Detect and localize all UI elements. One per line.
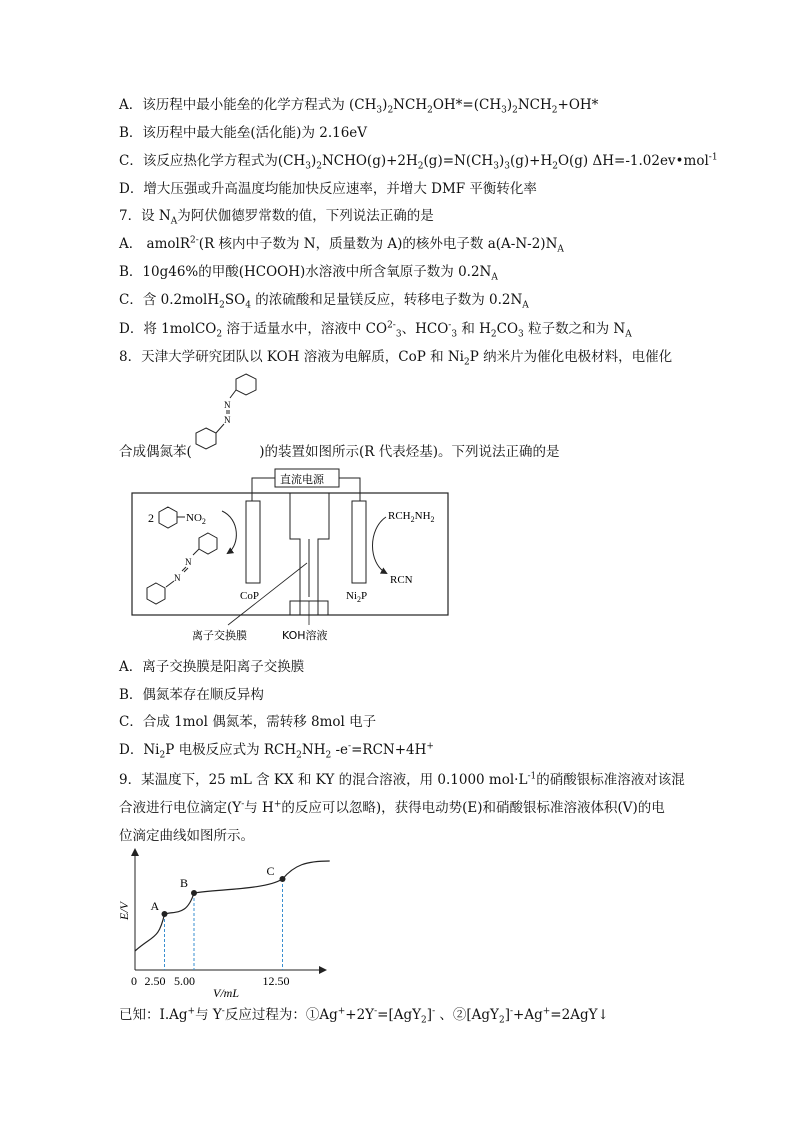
text-run: 2 — [552, 161, 558, 172]
text-run: 3 — [376, 105, 383, 116]
text-run: ) — [506, 97, 513, 113]
question-8-stem — [119, 348, 672, 366]
text-run: + — [337, 1006, 346, 1017]
text-run: 8．天津大学研究团队以 KOH 溶液为电解质，CoP 和 Ni — [119, 349, 464, 365]
text-run: NCH — [393, 97, 428, 113]
text-run: A — [522, 300, 529, 311]
x-tick-label: 2.50 — [144, 974, 166, 988]
koh-solution-label: KOH溶液 — [282, 629, 328, 642]
text-run: =RCN+4H — [351, 742, 427, 758]
text-run: 溶于适量水中，溶液中 CO — [222, 321, 388, 337]
text-run: 7．设 N — [119, 208, 171, 224]
text-run: 2 — [296, 750, 302, 761]
text-run: (g)=N(CH — [423, 153, 494, 169]
x-axis-label: V/mL — [213, 986, 240, 1000]
text-run: 和 H — [457, 321, 491, 337]
text-run: - — [448, 320, 452, 331]
option-a-line — [119, 96, 598, 114]
text-run: A — [491, 272, 498, 283]
text-run: -1 — [527, 771, 537, 782]
y-axis-label: E/V — [117, 902, 131, 920]
text-run: 2- — [387, 320, 396, 331]
point-A — [162, 911, 168, 917]
text-run: 2 — [316, 161, 322, 172]
text-run: 3 — [501, 105, 507, 116]
text-run: 9．某温度下，25 mL 含 KX 和 KY 的混合溶液，用 0.1000 mol·L — [119, 772, 528, 788]
text-run: 2 — [490, 329, 497, 340]
question-9-stem — [119, 771, 685, 789]
azo-n-atom-2: N — [224, 415, 231, 425]
text-run: O(g) ΔH=-1.02ev•mol — [557, 153, 709, 169]
titration-curve — [135, 861, 330, 951]
text-run: 合液进行电位滴定(Y — [119, 800, 242, 816]
text-run: 合成偶氮苯( )的装置如图所示(R 代表烃基)。下列说法正确的是 — [119, 444, 560, 460]
text-run: CO — [496, 321, 519, 337]
text-run: 的反应可以忽略)，获得电动势(E)和硝酸银标准溶液体积(V)的电 — [281, 800, 665, 816]
product-azo-n-2: N — [174, 573, 181, 583]
text-run: 粒子数之和为 N — [523, 321, 626, 337]
text-run: D．将 1molCO — [119, 321, 217, 337]
text-run: NCHO(g)+2H — [321, 153, 418, 169]
nitrobenzene-coefficient: 2 — [148, 511, 154, 525]
x-tick-label: 5.00 — [174, 974, 195, 988]
text-run: 2 — [512, 105, 518, 116]
text-run: + — [542, 1006, 551, 1017]
text-run: 2 — [464, 357, 470, 368]
text-run: -1 — [708, 152, 718, 163]
azo-n-atom-1: N — [224, 400, 231, 410]
text-run: SO — [224, 292, 246, 308]
text-run: 反应过程为：①Ag — [224, 1007, 338, 1023]
text-run: 3 — [518, 329, 524, 340]
text-run: A — [625, 329, 632, 340]
text-run: =[AgY — [377, 1007, 422, 1023]
anode-reaction-arrow — [373, 517, 387, 573]
text-run: 3 — [493, 161, 499, 172]
option-d-line — [119, 180, 537, 198]
q8-option-d — [119, 741, 434, 759]
origin-label: 0 — [131, 974, 137, 988]
text-run: +Ag — [513, 1007, 543, 1023]
text-run: A — [557, 244, 564, 255]
text-run: ) — [498, 153, 505, 169]
text-run: 的硝酸银标准溶液对该混 — [536, 772, 685, 788]
nitro-group-label: $NO_2$ — [186, 512, 206, 526]
text-run: 2 — [159, 750, 166, 761]
text-run: 3 — [395, 329, 402, 340]
text-run: ) — [310, 153, 317, 169]
x-tick-label: 12.50 — [262, 974, 290, 988]
point-label-B: B — [180, 876, 189, 890]
question-8-stem-cont — [119, 443, 560, 461]
cathode-reaction-arrow — [222, 511, 236, 553]
q9-known-condition — [119, 1006, 609, 1024]
text-run: A — [170, 216, 178, 227]
text-run: 3 — [504, 161, 510, 172]
text-run: +2Y — [345, 1007, 375, 1023]
ni2p-electrode — [352, 501, 366, 583]
q7-option-a — [119, 235, 564, 253]
text-run: A．离子交换膜是阳离子交换膜 — [119, 659, 305, 675]
text-run: C．合成 1mol 偶氮苯，需转移 8mol 电子 — [119, 714, 377, 730]
text-run: A．该历程中最小能垒的化学方程式为 (CH — [119, 97, 377, 113]
q8-option-a — [119, 658, 304, 676]
azobenzene-product — [147, 583, 165, 604]
text-run: - — [510, 1006, 514, 1017]
text-run: -e — [331, 742, 349, 758]
q8-option-c — [119, 713, 376, 731]
text-run: ] — [426, 1007, 433, 1023]
text-run: NCH — [517, 97, 552, 113]
text-run: 2 — [216, 329, 223, 340]
text-run: 2 — [325, 750, 332, 761]
text-run: D．Ni — [119, 742, 160, 758]
text-run: 为阿伏伽德罗常数的值，下列说法正确的是 — [177, 208, 434, 224]
nitrile-product-label: RCN — [390, 574, 413, 586]
text-run: (R 核内中子数为 N，质量数为 A)的核外电子数 a(A-N-2)N — [198, 236, 558, 252]
text-run: NH — [301, 742, 326, 758]
power-supply-label: 直流电源 — [280, 473, 324, 486]
point-label-A: A — [150, 899, 160, 913]
text-run: P 电极反应式为 RCH — [165, 742, 297, 758]
product-azo-n-1: N — [185, 557, 192, 567]
question-7-stem — [119, 207, 434, 225]
electrolysis-apparatus-diagram — [130, 467, 450, 647]
text-run: B．该历程中最大能垒(活化能)为 2.16eV — [119, 125, 368, 141]
text-run: 2 — [498, 1015, 505, 1026]
option-c-line — [119, 152, 718, 170]
text-run: 与 H — [244, 800, 274, 816]
q7-option-d — [119, 320, 632, 338]
text-run: D．增大压强或升高温度均能加快反应速率，并增大 DMF 平衡转化率 — [119, 181, 537, 197]
text-run: OH*=(CH — [432, 97, 502, 113]
text-run: + — [426, 741, 434, 752]
cop-electrode — [246, 501, 260, 583]
cop-label: CoP — [240, 590, 259, 602]
q7-option-c — [119, 291, 529, 309]
azobenzene-structure — [188, 370, 268, 454]
point-B — [191, 890, 197, 896]
text-run: 2 — [387, 105, 394, 116]
question-9-stem-end — [119, 827, 254, 845]
text-run: 2 — [427, 105, 433, 116]
text-run: +OH* — [557, 97, 599, 113]
ni2p-label: $Ni_2P$ — [346, 590, 368, 604]
membrane-label: 离子交换膜 — [192, 629, 247, 642]
text-run: A． amolR — [119, 236, 191, 252]
text-run: 已知：Ⅰ.Ag — [119, 1007, 188, 1023]
titration-curve-chart — [115, 845, 330, 1000]
text-run: 3 — [305, 161, 311, 172]
amine-reactant-label: $RCH_2NH_2$ — [388, 510, 435, 524]
text-run: 2 — [421, 1015, 427, 1026]
point-label-C: C — [266, 864, 275, 878]
text-run: ] — [504, 1007, 510, 1023]
text-run: 2 — [551, 105, 558, 116]
text-run: - — [374, 1006, 378, 1017]
point-C — [280, 876, 286, 882]
text-run: =2AgY↓ — [550, 1007, 609, 1023]
text-run: + — [187, 1006, 196, 1017]
option-b-line — [119, 124, 367, 142]
text-run: 3 — [451, 329, 458, 340]
question-9-stem-cont — [119, 799, 665, 817]
text-run: C．该反应热化学方程式为(CH — [119, 153, 306, 169]
text-run: 2 — [219, 300, 225, 311]
q8-option-b — [119, 686, 264, 704]
text-run: C．含 0.2molH — [119, 292, 220, 308]
text-run: 2- — [190, 235, 199, 246]
text-run: 与 Y — [195, 1007, 222, 1023]
text-run: 、②[AgY — [435, 1007, 499, 1023]
text-run: B．偶氮苯存在顺反异构 — [119, 687, 264, 703]
text-run: P 纳米片为催化电极材料，电催化 — [469, 349, 673, 365]
text-run: 4 — [245, 300, 251, 311]
text-run: 位滴定曲线如图所示。 — [119, 828, 254, 844]
text-run: (g)+H — [509, 153, 553, 169]
text-run: B．10g46%的甲酸(HCOOH)水溶液中所含氧原子数为 0.2N — [119, 264, 492, 280]
q7-option-b — [119, 263, 498, 281]
text-run: - — [348, 741, 352, 752]
text-run: ) — [382, 97, 388, 113]
text-run: + — [273, 799, 282, 810]
text-run: 的浓硫酸和足量镁反应，转移电子数为 0.2N — [250, 292, 523, 308]
text-run: - — [432, 1006, 436, 1017]
text-run: 2 — [417, 161, 424, 172]
text-run: - — [221, 1006, 225, 1017]
text-run: - — [241, 799, 245, 810]
nitrobenzene-ring — [159, 507, 177, 528]
text-run: 、HCO — [401, 321, 449, 337]
